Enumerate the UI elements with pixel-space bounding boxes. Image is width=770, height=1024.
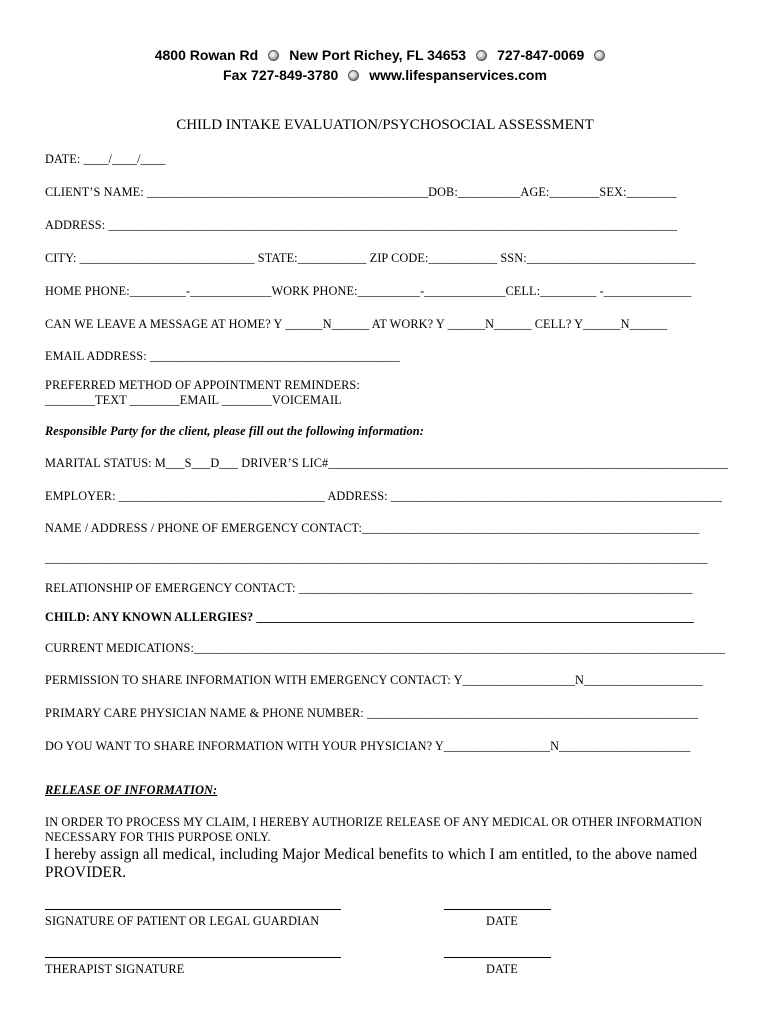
bullet-icon [594, 50, 605, 61]
allergies-field[interactable]: CHILD: ANY KNOWN ALLERGIES? ______________________________________________________________________ [45, 610, 694, 624]
bullet-icon [348, 70, 359, 81]
share-with-physician-field[interactable]: DO YOU WANT TO SHARE INFORMATION WITH YOUR PHYSICIAN? Y_________________N_____________________ [45, 739, 691, 753]
street-address: 4800 Rowan Rd [154, 47, 259, 63]
patient-date-line[interactable] [444, 909, 551, 910]
therapist-signature-line[interactable] [45, 957, 341, 958]
therapist-date-line[interactable] [444, 957, 551, 958]
date-field[interactable]: DATE: ____/____/____ [45, 152, 166, 166]
website: www.lifespanservices.com [369, 67, 547, 83]
client-name-field[interactable]: CLIENT’S NAME: _____________________________________________DOB:__________AGE:________SEX:________ [45, 185, 677, 199]
patient-date-label: DATE [486, 914, 518, 928]
release-text-2: NECESSARY FOR THIS PURPOSE ONLY. [45, 830, 271, 844]
physician-field[interactable]: PRIMARY CARE PHYSICIAN NAME & PHONE NUMBER: _____________________________________________________ [45, 706, 699, 720]
marital-status-field[interactable]: MARITAL STATUS: M___S___D___ DRIVER’S LIC#________________________________________________________________ [45, 456, 729, 470]
city-state-zip: New Port Richey, FL 34653 [289, 47, 467, 63]
phone-number: 727-847-0069 [497, 47, 585, 63]
therapist-date-label: DATE [486, 962, 518, 976]
responsible-party-note: Responsible Party for the client, please fill out the following information: [45, 424, 424, 438]
phone-fields[interactable]: HOME PHONE:_________-_____________WORK PHONE:__________-_____________CELL:_________ -______________ [45, 284, 692, 298]
form-title: CHILD INTAKE EVALUATION/PSYCHOSOCIAL ASSESSMENT [176, 117, 594, 133]
patient-signature-line[interactable] [45, 909, 341, 910]
patient-signature-label: SIGNATURE OF PATIENT OR LEGAL GUARDIAN [45, 914, 320, 928]
employer-field[interactable]: EMPLOYER: _________________________________ ADDRESS: _____________________________________________________ [45, 489, 723, 503]
bullet-icon [476, 50, 487, 61]
bullet-icon [268, 50, 279, 61]
release-heading: RELEASE OF INFORMATION: [45, 783, 218, 797]
assignment-text-2: PROVIDER. [45, 864, 127, 881]
therapist-signature-label: THERAPIST SIGNATURE [45, 962, 185, 976]
release-text-1: IN ORDER TO PROCESS MY CLAIM, I HEREBY AUTHORIZE RELEASE OF ANY MEDICAL OR OTHER INFORMATION [45, 815, 703, 829]
assignment-text-1: I hereby assign all medical, including Major Medical benefits to which I am entitled, to the above named [45, 846, 698, 863]
city-state-zip-field[interactable]: CITY: ____________________________ STATE:___________ ZIP CODE:___________ SSN:___________________________ [45, 251, 696, 265]
reminders-options[interactable]: ________TEXT ________EMAIL ________VOICEMAIL [45, 393, 342, 407]
emergency-contact-continued[interactable]: __________________________________________________________________________________________________________ [45, 551, 708, 565]
reminders-label: PREFERRED METHOD OF APPOINTMENT REMINDERS: [45, 378, 360, 392]
fax-number: Fax 727-849-3780 [223, 67, 339, 83]
emergency-contact-field[interactable]: NAME / ADDRESS / PHONE OF EMERGENCY CONTACT:______________________________________________________ [45, 521, 700, 535]
letterhead-line-1 [0, 47, 770, 63]
medications-field[interactable]: CURRENT MEDICATIONS:_____________________________________________________________________________________ [45, 641, 726, 655]
address-field[interactable]: ADDRESS: ___________________________________________________________________________________________ [45, 218, 678, 232]
letterhead-line-2 [0, 67, 770, 83]
email-field[interactable]: EMAIL ADDRESS: ________________________________________ [45, 349, 400, 363]
relationship-field[interactable]: RELATIONSHIP OF EMERGENCY CONTACT: _______________________________________________________________ [45, 581, 693, 595]
leave-message-field[interactable]: CAN WE LEAVE A MESSAGE AT HOME? Y ______N______ AT WORK? Y ______N______ CELL? Y______N______ [45, 317, 668, 331]
share-with-emergency-field[interactable]: PERMISSION TO SHARE INFORMATION WITH EMERGENCY CONTACT: Y__________________N___________________ [45, 673, 703, 687]
